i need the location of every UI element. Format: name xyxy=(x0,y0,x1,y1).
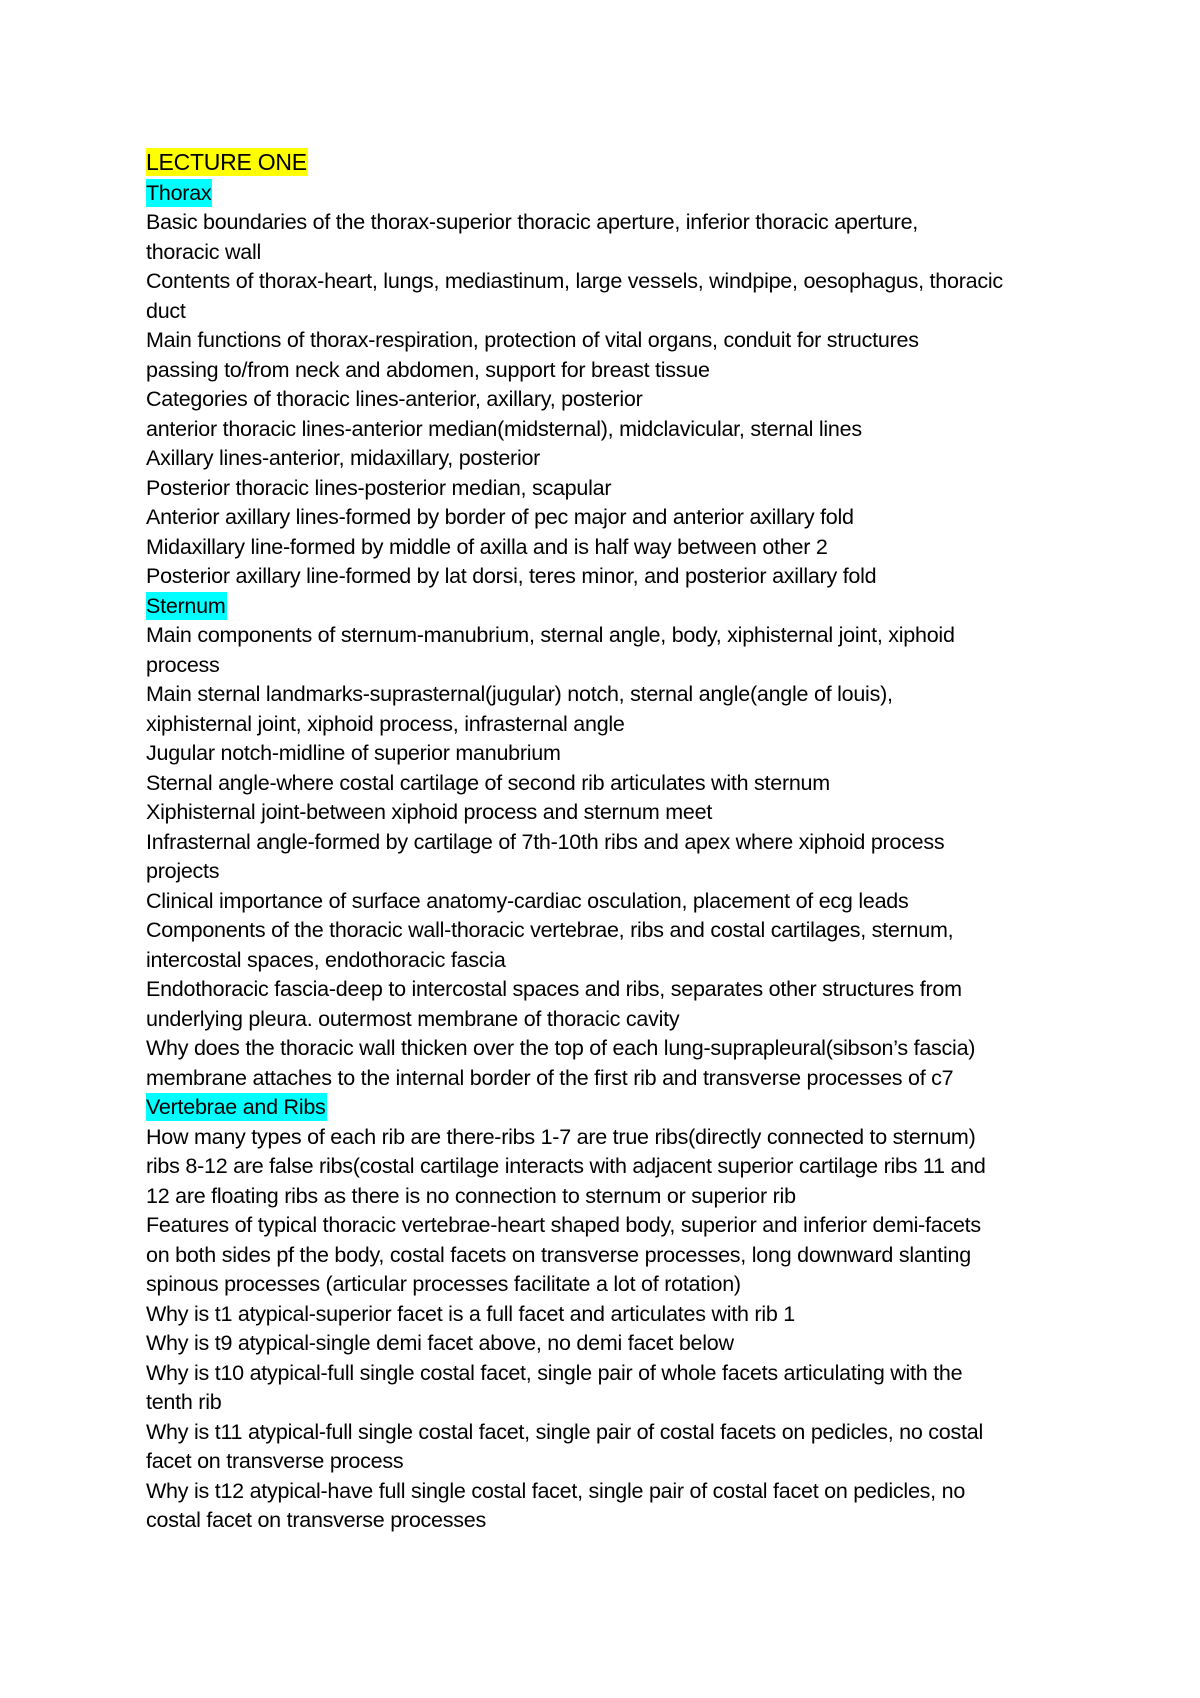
body-text-line: intercostal spaces, endothoracic fascia xyxy=(146,947,506,972)
lecture-title-line xyxy=(146,148,1086,179)
body-text-line: Midaxillary line-formed by middle of axilla and is half way between other 2 xyxy=(146,534,828,559)
body-text-line: passing to/from neck and abdomen, support for breast tissue xyxy=(146,357,710,382)
body-text-line: ribs 8-12 are false ribs(costal cartilage interacts with adjacent superior cartilage ribs 11 and xyxy=(146,1154,986,1178)
body-text-line: How many types of each rib are there-ribs 1-7 are true ribs(directly connected to sternum) xyxy=(146,1124,976,1149)
section-heading-line xyxy=(146,592,1086,622)
document-body xyxy=(146,148,1086,1536)
body-text-line: Why does the thoracic wall thicken over the top of each lung-suprapleural(sibson’s fascia) xyxy=(146,1036,976,1060)
body-text-line: Infrasternal angle-formed by cartilage of 7th-10th ribs and apex where xiphoid process xyxy=(146,829,945,854)
body-text-line: xiphisternal joint, xiphoid process, infrasternal angle xyxy=(146,711,625,736)
body-text-line: Why is t10 atypical-full single costal facet, single pair of whole facets articulating with the xyxy=(146,1360,963,1385)
lecture-title: LECTURE ONE xyxy=(146,149,307,175)
body-text-line: underlying pleura. outermost membrane of thoracic cavity xyxy=(146,1006,680,1031)
body-text-line: Why is t11 atypical-full single costal facet, single pair of costal facets on pedicles, no costal xyxy=(146,1419,983,1444)
body-text-line: Jugular notch-midline of superior manubrium xyxy=(146,741,561,765)
body-text-line: Posterior axillary line-formed by lat dorsi, teres minor, and posterior axillary fold xyxy=(146,564,877,588)
body-text-line: Why is t9 atypical-single demi facet above, no demi facet below xyxy=(146,1331,734,1355)
body-text-line: anterior thoracic lines-anterior median(midsternal), midclavicular, sternal lines xyxy=(146,416,862,441)
body-text-line: Main sternal landmarks-suprasternal(jugular) notch, sternal angle(angle of louis), xyxy=(146,682,893,706)
body-text-line: Anterior axillary lines-formed by border of pec major and anterior axillary fold xyxy=(146,505,854,529)
body-text-line: Posterior thoracic lines-posterior median, scapular xyxy=(146,475,612,500)
body-text-line: Main components of sternum-manubrium, sternal angle, body, xiphisternal joint, xiphoid xyxy=(146,623,955,647)
body-text-line: Categories of thoracic lines-anterior, axillary, posterior xyxy=(146,387,643,411)
body-text-line: Basic boundaries of the thorax-superior thoracic aperture, inferior thoracic aperture, xyxy=(146,210,919,234)
body-text-line: Why is t12 atypical-have full single costal facet, single pair of costal facet on pedicles, no xyxy=(146,1478,966,1503)
section-heading: Sternum xyxy=(146,593,226,618)
body-text-line: projects xyxy=(146,859,220,883)
body-text-line: Components of the thoracic wall-thoracic vertebrae, ribs and costal cartilages, sternum, xyxy=(146,918,954,942)
section-heading: Vertebrae and Ribs xyxy=(146,1095,326,1119)
section-heading-line xyxy=(146,179,1086,209)
section-heading: Thorax xyxy=(146,180,212,205)
body-text-line: Endothoracic fascia-deep to intercostal spaces and ribs, separates other structures from xyxy=(146,977,962,1001)
body-text-line: thoracic wall xyxy=(146,239,262,264)
body-text-line: Clinical importance of surface anatomy-cardiac osculation, placement of ecg leads xyxy=(146,888,909,913)
body-text-line: facet on transverse process xyxy=(146,1449,404,1473)
body-text-line: process xyxy=(146,652,220,677)
body-text-line: spinous processes (articular processes facilitate a lot of rotation) xyxy=(146,1272,741,1296)
body-text-line: duct xyxy=(146,298,186,323)
body-text-line: membrane attaches to the internal border of the first rib and transverse processes of c7 xyxy=(146,1065,954,1090)
section-heading-line xyxy=(146,1093,1086,1123)
body-text-line: Sternal angle-where costal cartilage of second rib articulates with sternum xyxy=(146,770,830,795)
body-text-line: Contents of thorax-heart, lungs, mediastinum, large vessels, windpipe, oesophagus, thoracic xyxy=(146,269,1003,293)
body-text-line: Xiphisternal joint-between xiphoid process and sternum meet xyxy=(146,800,713,824)
body-text-line: 12 are floating ribs as there is no connection to sternum or superior rib xyxy=(146,1183,796,1208)
body-text-line: Features of typical thoracic vertebrae-heart shaped body, superior and inferior demi-facets xyxy=(146,1213,981,1237)
body-text-line: Main functions of thorax-respiration, protection of vital organs, conduit for structures xyxy=(146,328,919,352)
body-text-line: tenth rib xyxy=(146,1390,222,1414)
body-text-line: costal facet on transverse processes xyxy=(146,1508,486,1532)
body-text-line: on both sides pf the body, costal facets on transverse processes, long downward slanting xyxy=(146,1242,971,1267)
body-text-line: Axillary lines-anterior, midaxillary, posterior xyxy=(146,446,541,470)
body-text-line: Why is t1 atypical-superior facet is a full facet and articulates with rib 1 xyxy=(146,1301,795,1326)
